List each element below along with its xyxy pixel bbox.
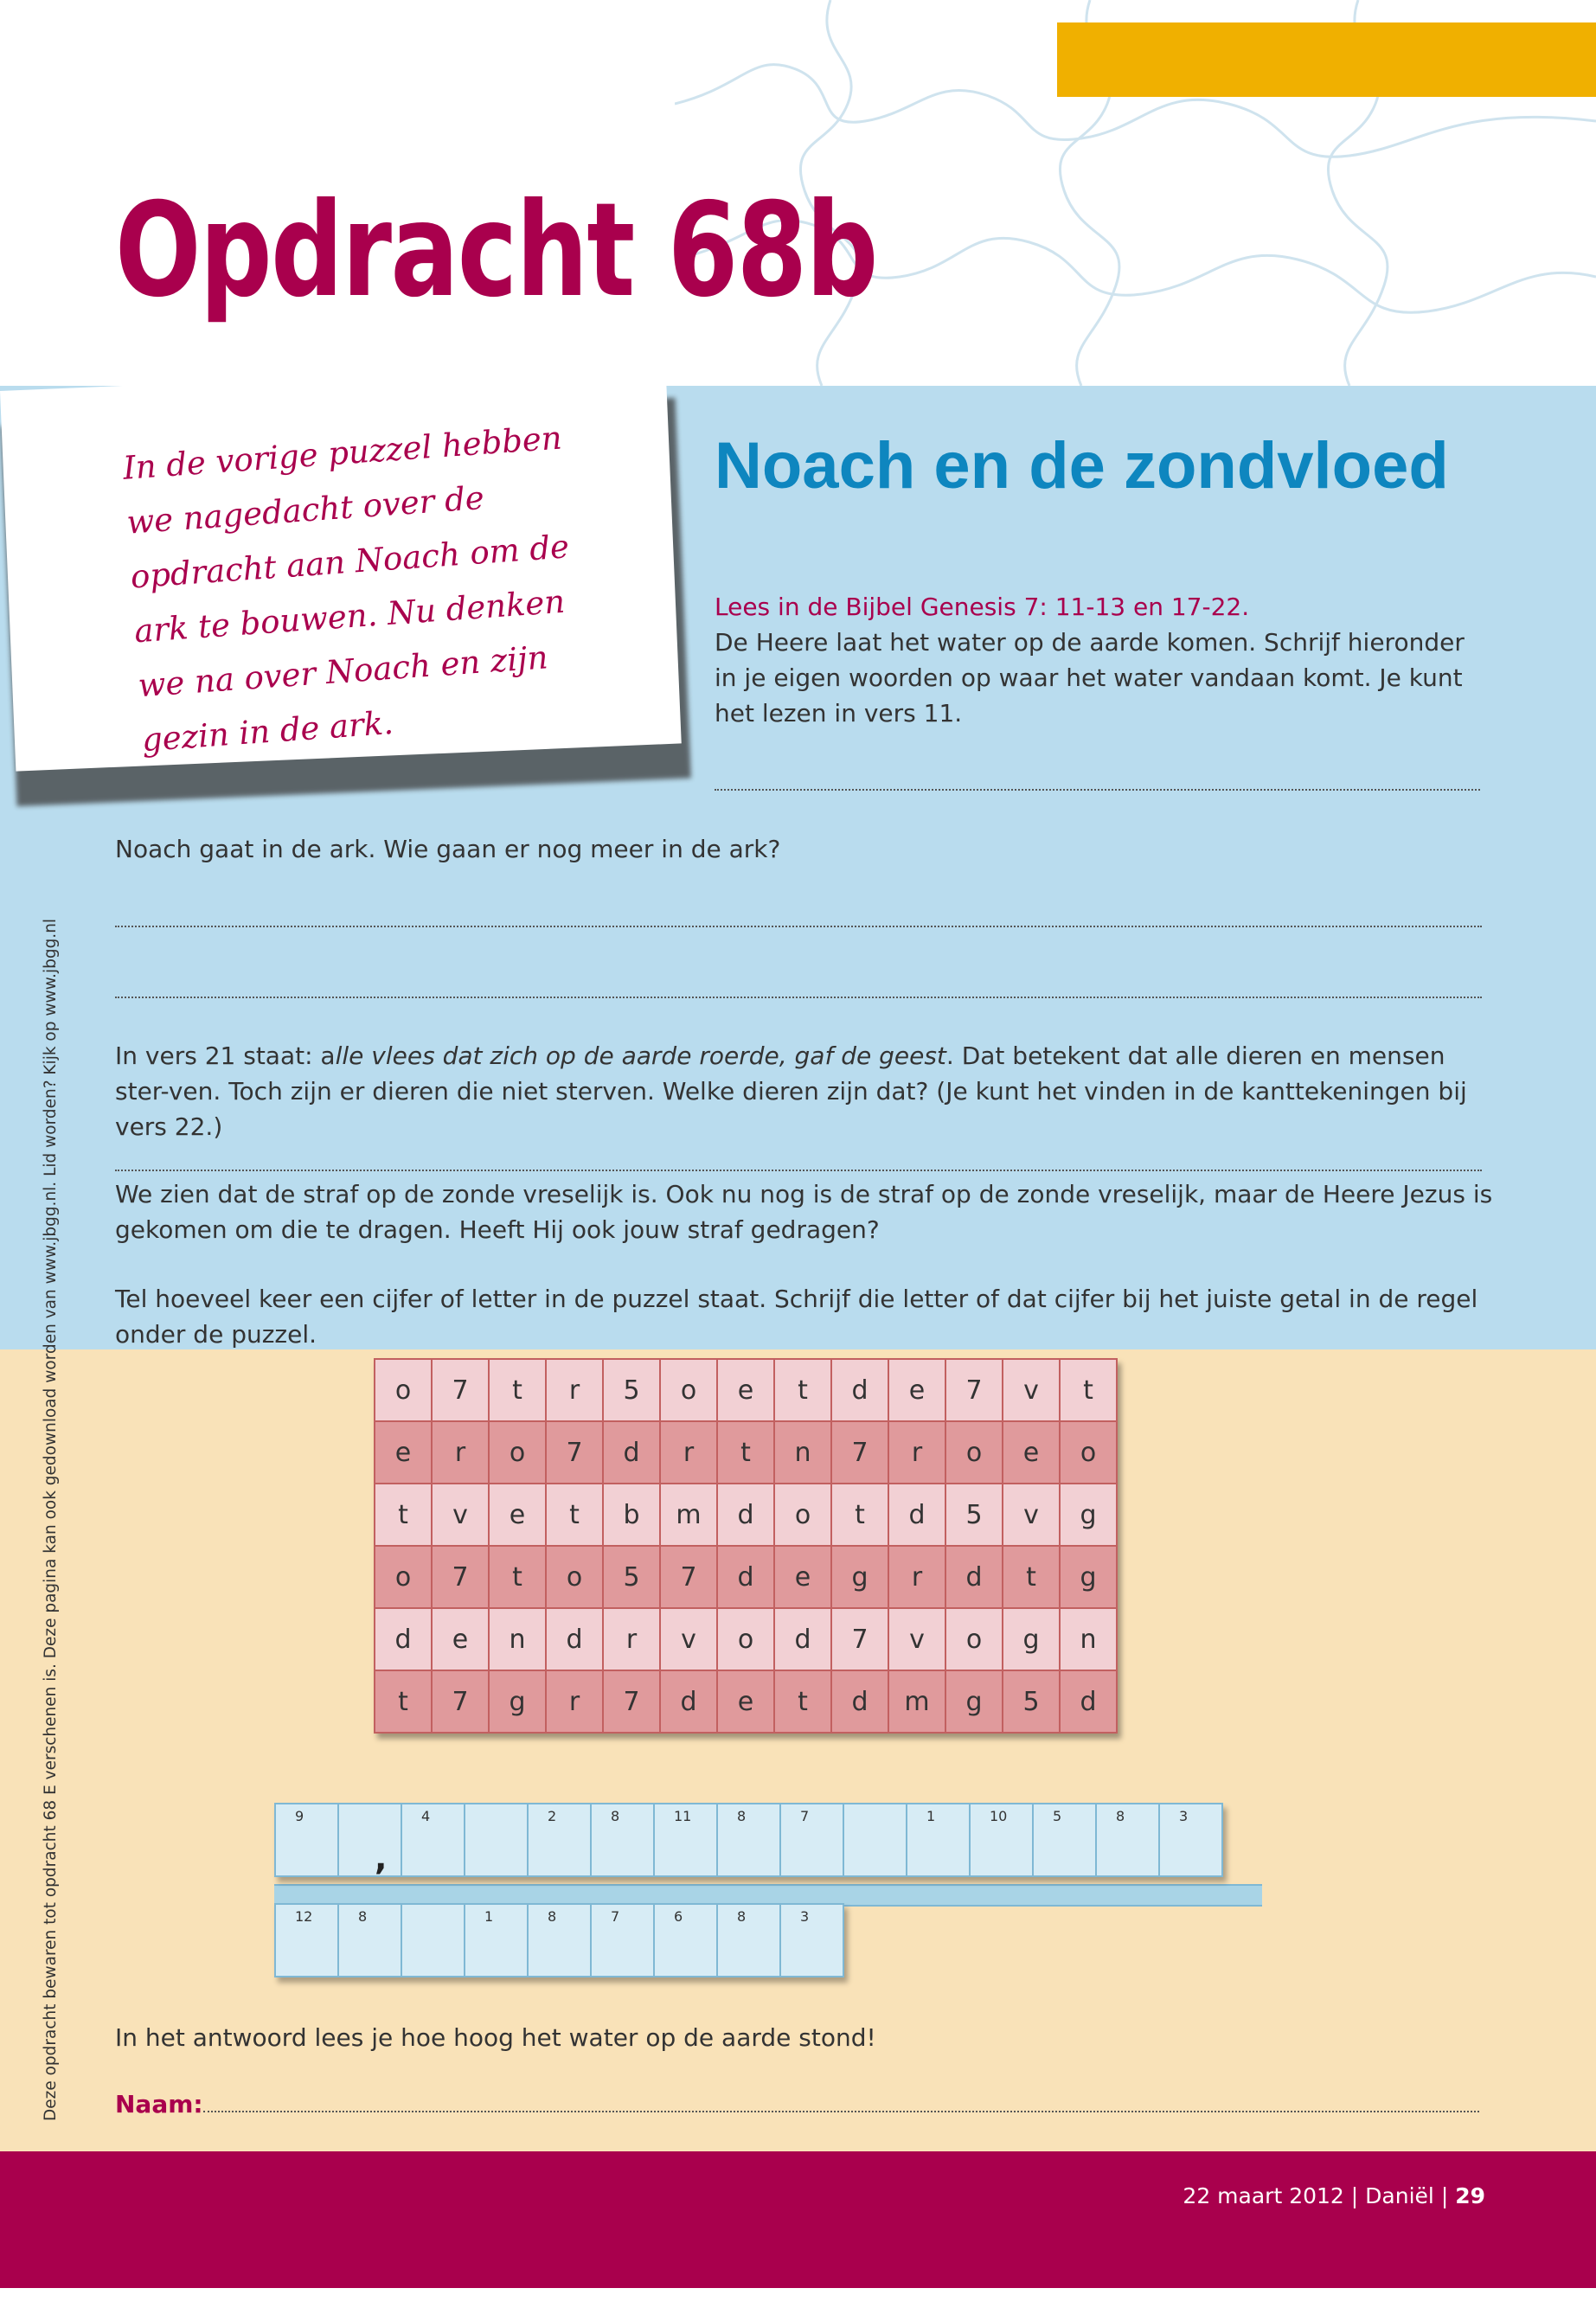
puzzle-row <box>375 1484 1117 1546</box>
footer-bar <box>0 2151 1596 2288</box>
q3-rest: . Dat betekent dat alle dieren en mensen ster-ven. Toch zijn er dieren die niet sterven. Welke dieren zijn dat? (Je kunt het vinden in de kanttekeningen bij vers 22.) <box>115 1042 1467 1141</box>
puzzle-cell: t <box>774 1670 831 1733</box>
footer-separator: | <box>1350 2183 1359 2208</box>
q3-prefix: In vers 21 staat: a <box>115 1042 336 1070</box>
answer-cell[interactable]: 8 <box>1096 1804 1159 1876</box>
puzzle-cell: t <box>1060 1359 1117 1421</box>
puzzle-cell: 7 <box>546 1421 603 1484</box>
puzzle-cell: d <box>660 1670 717 1733</box>
puzzle-cell: e <box>1003 1421 1060 1484</box>
puzzle-cell: t <box>1003 1546 1060 1608</box>
puzzle-cell: g <box>1060 1546 1117 1608</box>
puzzle-cell: o <box>546 1546 603 1608</box>
answer-cell[interactable]: 11 <box>654 1804 717 1876</box>
puzzle-cell: t <box>375 1484 432 1546</box>
answer-cell[interactable]: 8 <box>528 1904 591 1977</box>
puzzle-cell: r <box>888 1421 945 1484</box>
letter-puzzle-grid <box>374 1358 1118 1734</box>
puzzle-cell: 5 <box>1003 1670 1060 1733</box>
footer-info <box>1183 2183 1485 2208</box>
puzzle-cell: e <box>432 1608 489 1670</box>
answer-cell[interactable]: 4 <box>401 1804 465 1876</box>
puzzle-cell: o <box>774 1484 831 1546</box>
puzzle-cell: d <box>774 1608 831 1670</box>
puzzle-row <box>375 1359 1117 1421</box>
bottom-margin <box>0 2288 1596 2301</box>
answer-cell[interactable]: 5 <box>1033 1804 1096 1876</box>
puzzle-cell: t <box>774 1359 831 1421</box>
question-punishment: We zien dat de straf op de zonde vreselijk is. Ook nu nog is de straf op de zonde vreselijk, maar de Heere Jezus is gekomen om die te dragen. Heeft Hij ook jouw straf gedragen? <box>115 1180 1493 1244</box>
puzzle-cell: r <box>603 1608 660 1670</box>
puzzle-cell: o <box>489 1421 546 1484</box>
footer-date: 22 maart 2012 <box>1183 2183 1344 2208</box>
answer-cell[interactable] <box>465 1804 528 1876</box>
answer-cell[interactable]: 8 <box>717 1904 780 1977</box>
name-label: Naam: <box>115 2090 203 2118</box>
puzzle-cell: d <box>603 1421 660 1484</box>
answer-line-4[interactable] <box>115 1170 1482 1171</box>
answer-cell[interactable]: 1 <box>465 1904 528 1977</box>
page-number: 29 <box>1455 2183 1485 2208</box>
puzzle-cell: o <box>1060 1421 1117 1484</box>
puzzle-cell: d <box>831 1670 888 1733</box>
answer-cell[interactable] <box>401 1904 465 1977</box>
puzzle-cell: n <box>774 1421 831 1484</box>
puzzle-row <box>375 1546 1117 1608</box>
answer-cell[interactable] <box>843 1804 907 1876</box>
page-title: Opdracht 68b <box>115 176 877 326</box>
answer-cell[interactable]: 3 <box>780 1904 843 1977</box>
puzzle-cell: 7 <box>432 1359 489 1421</box>
puzzle-cell: o <box>945 1421 1003 1484</box>
answer-cell[interactable]: 8 <box>338 1904 401 1977</box>
puzzle-cell: o <box>660 1359 717 1421</box>
puzzle-cell: g <box>489 1670 546 1733</box>
puzzle-cell: t <box>831 1484 888 1546</box>
name-input-line[interactable] <box>203 2111 1479 2112</box>
answer-cell[interactable]: 8 <box>591 1804 654 1876</box>
answer-cell[interactable]: 1 <box>907 1804 970 1876</box>
answer-note: In het antwoord lees je hoe hoog het water op de aarde stond! <box>115 2023 876 2052</box>
answer-cell[interactable]: 8 <box>717 1804 780 1876</box>
puzzle-cell: d <box>546 1608 603 1670</box>
puzzle-row <box>375 1421 1117 1484</box>
answer-line-1[interactable] <box>715 789 1480 791</box>
side-note: Deze opdracht bewaren tot opdracht 68 E verschenen is. Deze pagina kan ook gedownload worden van www.jbgg.nl. Lid worden? Kijk op www.jbgg.nl <box>42 918 60 2121</box>
answer-row-1 <box>274 1803 1223 1877</box>
puzzle-cell: r <box>546 1670 603 1733</box>
puzzle-cell: r <box>546 1359 603 1421</box>
puzzle-cell: 7 <box>831 1421 888 1484</box>
puzzle-cell: o <box>945 1608 1003 1670</box>
puzzle-cell: n <box>1060 1608 1117 1670</box>
answer-cell[interactable]: 7 <box>780 1804 843 1876</box>
puzzle-cell: r <box>888 1546 945 1608</box>
puzzle-cell: d <box>717 1484 774 1546</box>
puzzle-cell: r <box>660 1421 717 1484</box>
puzzle-cell: 7 <box>603 1670 660 1733</box>
puzzle-cell: t <box>489 1359 546 1421</box>
puzzle-cell: m <box>888 1670 945 1733</box>
puzzle-cell: d <box>1060 1670 1117 1733</box>
puzzle-cell: g <box>945 1670 1003 1733</box>
answer-cell[interactable]: 3 <box>1159 1804 1222 1876</box>
puzzle-cell: 5 <box>603 1359 660 1421</box>
question-ark: Noach gaat in de ark. Wie gaan er nog meer in de ark? <box>115 835 781 863</box>
puzzle-cell: t <box>489 1546 546 1608</box>
q3-quote: lle vlees dat zich op de aarde roerde, gaf de geest <box>335 1042 946 1070</box>
puzzle-cell: 7 <box>660 1546 717 1608</box>
answer-cell[interactable]: 9 <box>275 1804 338 1876</box>
puzzle-cell: e <box>375 1421 432 1484</box>
puzzle-cell: o <box>375 1546 432 1608</box>
puzzle-cell: g <box>831 1546 888 1608</box>
puzzle-cell: 7 <box>945 1359 1003 1421</box>
puzzle-cell: e <box>717 1359 774 1421</box>
bible-reference: Lees in de Bijbel Genesis 7: 11-13 en 17-22. <box>715 593 1250 621</box>
answer-cell[interactable]: 10 <box>970 1804 1033 1876</box>
puzzle-row <box>375 1608 1117 1670</box>
puzzle-cell: r <box>432 1421 489 1484</box>
puzzle-cell: e <box>888 1359 945 1421</box>
answer-cell[interactable]: 6 <box>654 1904 717 1977</box>
answer-line-2[interactable] <box>115 926 1482 927</box>
footer-separator: | <box>1440 2183 1449 2208</box>
footer-magazine: Daniël <box>1365 2183 1434 2208</box>
puzzle-cell: 7 <box>831 1608 888 1670</box>
puzzle-cell: m <box>660 1484 717 1546</box>
puzzle-cell: t <box>375 1670 432 1733</box>
puzzle-cell: t <box>546 1484 603 1546</box>
puzzle-cell: v <box>660 1608 717 1670</box>
puzzle-cell: 5 <box>603 1546 660 1608</box>
puzzle-cell: 7 <box>432 1670 489 1733</box>
puzzle-cell: g <box>1060 1484 1117 1546</box>
answer-line-3[interactable] <box>115 997 1482 998</box>
puzzle-cell: e <box>717 1670 774 1733</box>
question-animals <box>115 1038 1499 1144</box>
puzzle-cell: v <box>432 1484 489 1546</box>
puzzle-cell: e <box>489 1484 546 1546</box>
puzzle-cell: d <box>945 1546 1003 1608</box>
puzzle-cell: e <box>774 1546 831 1608</box>
puzzle-cell: t <box>717 1421 774 1484</box>
answer-comma: , <box>375 1839 388 1877</box>
puzzle-cell: g <box>1003 1608 1060 1670</box>
puzzle-cell: v <box>888 1608 945 1670</box>
answer-cell[interactable]: 12 <box>275 1904 338 1977</box>
section-title: Noach en de zondvloed <box>715 429 1449 503</box>
puzzle-cell: 7 <box>432 1546 489 1608</box>
puzzle-cell: o <box>717 1608 774 1670</box>
puzzle-cell: d <box>375 1608 432 1670</box>
puzzle-cell: b <box>603 1484 660 1546</box>
puzzle-cell: n <box>489 1608 546 1670</box>
puzzle-cell: o <box>375 1359 432 1421</box>
answer-cell[interactable]: 2 <box>528 1804 591 1876</box>
puzzle-instruction: Tel hoeveel keer een cijfer of letter in de puzzel staat. Schrijf die letter of dat cijfer bij het juiste getal in de regel onder de puzzel. <box>115 1285 1478 1349</box>
yellow-tab <box>1057 22 1596 97</box>
intro-note-text: In de vorige puzzel hebben we nagedacht over de opdracht aan Noach om de ark te bouwen. Nu denken we na over Noach en zijn gezin in de ark. <box>121 419 571 760</box>
instruction-water: De Heere laat het water op de aarde komen. Schrijf hieronder in je eigen woorden op waar het water vandaan komt. Je kunt het lezen in vers 11. <box>715 628 1465 727</box>
puzzle-cell: 5 <box>945 1484 1003 1546</box>
puzzle-cell: v <box>1003 1359 1060 1421</box>
answer-cell[interactable]: 7 <box>591 1904 654 1977</box>
puzzle-row <box>375 1670 1117 1733</box>
puzzle-cell: v <box>1003 1484 1060 1546</box>
puzzle-cell: d <box>888 1484 945 1546</box>
answer-cell[interactable] <box>338 1804 401 1876</box>
puzzle-cell: d <box>831 1359 888 1421</box>
answer-row-2 <box>274 1903 844 1977</box>
puzzle-cell: d <box>717 1546 774 1608</box>
